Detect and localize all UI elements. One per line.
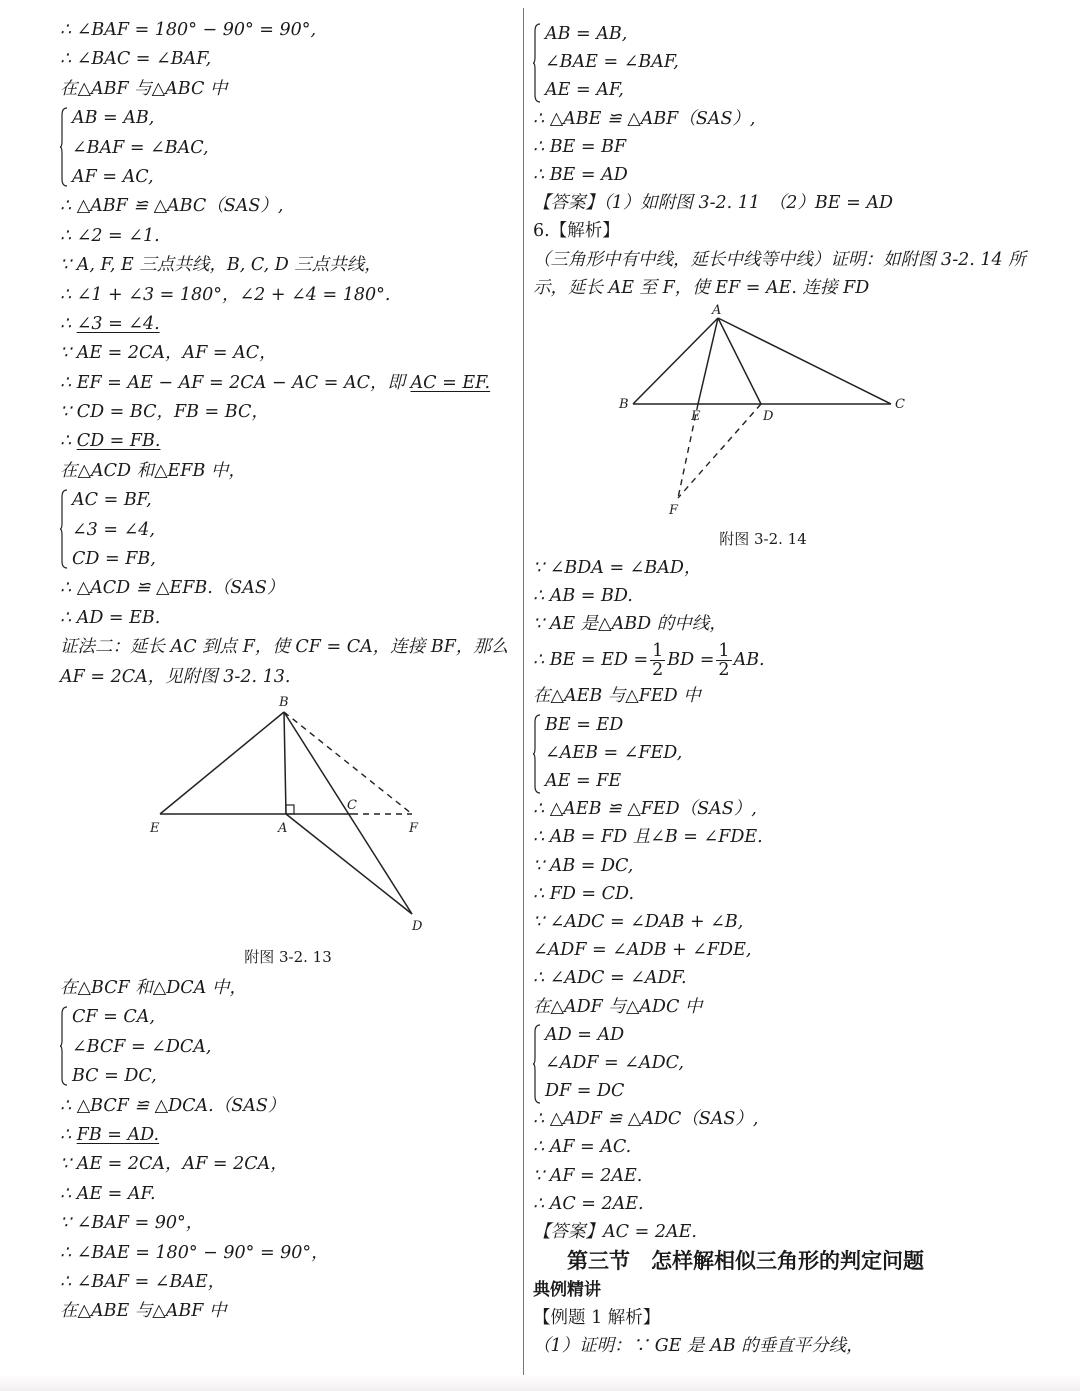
system-row: AB = AB, [545,24,628,44]
system-row: ∠BAF = ∠BAC, [72,137,209,158]
system-row: BE = ED [545,714,624,735]
text-line: 在△ACD 和△EFB 中， [60,460,246,481]
text-line: ∴ △ADF ≌ △ADC（SAS）, [533,1109,759,1130]
segment-EB [160,712,284,814]
text-line: ∴ AD = EB. [60,607,161,628]
text-line: ∵ AE = 2CA，AF = 2CA， [60,1154,288,1175]
text-line: ∴ FD = CD. [533,883,635,904]
section-heading: 第三节 怎样解相似三角形的判定问题 [567,1249,924,1274]
segment-BD [284,712,412,914]
text-line: ∴ ∠BAE = 180° − 90° = 90°， [60,1242,329,1263]
system-row: CD = FB, [72,549,156,570]
text-span: ∴ BE = ED = [533,650,649,671]
figure-caption: 附图 3-2. 14 [719,529,807,548]
text-line: ∴ ∠BAC = ∠BAF, [60,49,212,70]
label-D: D [763,408,774,424]
fraction-denominator: 2 [718,659,730,680]
equation-system [533,1021,1033,1106]
text-line: ∴ AF = AC. [533,1137,632,1158]
answer-line: 【答案】AC = 2AE. [533,1222,697,1243]
fraction-line [533,638,1033,682]
equation-system [533,20,1033,105]
system-row: ∠BAE = ∠BAF, [545,52,679,73]
segment-AD [718,318,761,404]
fraction [716,642,731,679]
label-A: A [712,302,722,318]
segment-AC [718,318,891,404]
segment-AE [698,318,718,404]
text-line: （1）证明：∵ GE 是 AB 的垂直平分线， [533,1336,864,1357]
text-line: ∴ BE = AD [533,164,628,185]
left-brace [60,1006,68,1086]
paragraph: 证法二：延长 AC 到点 F，使 CF = CA，连接 BF，那么 AF = 2CA，见附图 3-2. 13. [60,637,509,687]
system-row: AC = BF, [72,490,152,511]
segment-AB [633,318,718,404]
label-E: E [691,408,701,424]
label-D: D [412,919,423,935]
text-line: ∵ AB = DC, [533,855,634,876]
equation-system [533,711,1033,796]
text-line: 在△ABF 与△ABC 中 [60,78,228,99]
system-row: AB = AB, [72,108,155,129]
left-brace [533,1024,541,1104]
geometry-diagram-14 [533,302,1033,524]
example-label: 【例题 1 解析】 [533,1308,661,1329]
text-line: ∵ AF = 2AE. [533,1165,643,1186]
equation-system [60,1003,516,1091]
left-lines-a [60,16,516,104]
text-line: ∴ ∠2 = ∠1. [60,225,160,246]
left-brace [533,714,541,794]
text-line-underlined: ∴ CD = FB. [60,431,161,452]
text-line: 在△AEB 与△FED 中 [533,686,701,707]
label-E: E [150,821,160,837]
text-line: ∴ AC = 2AE. [533,1193,644,1214]
system-row: ∠3 = ∠4, [72,519,155,540]
text-line: ∵ ∠BDA = ∠BAD， [533,557,702,578]
text-span: AB. [733,650,765,671]
answer-line: 【答案】（1）如附图 3-2. 11 （2）BE = AD [533,193,893,214]
left-brace [60,107,68,187]
system-row: ∠ADF = ∠ADC, [545,1052,684,1073]
system-row: AD = AD [545,1024,625,1045]
left-brace [533,23,541,103]
label-C: C [347,798,357,814]
figure-caption: 附图 3-2. 13 [244,948,332,967]
system-row: ∠AEB = ∠FED, [545,742,683,763]
system-row: BC = DC, [72,1066,157,1087]
underlined-text: FB = AD. [76,1124,160,1145]
text-line-underlined [60,1121,516,1150]
underlined-text: AC = EF. [410,372,491,393]
label-C: C [895,396,905,412]
equation-system [60,486,516,574]
system-row: AE = AF, [545,80,624,101]
text-line: ∴ △ABE ≌ △ABF（SAS）, [533,108,756,129]
text-line: ∴ AB = BD. [533,586,633,607]
column-divider [523,8,524,1378]
label-B: B [619,396,629,412]
figure-3-2-14 [533,302,1033,554]
text-line: ∴ AB = FD 且∠B = ∠FDE. [533,827,763,848]
geometry-diagram-13 [60,692,516,942]
text-line: ∴ △BCF ≌ △DCA.（SAS） [60,1095,286,1116]
text-line: ∴ ∠BAF = 180° − 90° = 90°, [60,20,317,40]
subheading: 典例精讲 [533,1280,601,1301]
label-F: F [669,502,679,518]
text-line: ∴ △ACD ≌ △EFB.（SAS） [60,578,285,599]
text-line: ∠ADF = ∠ADB + ∠FDE, [533,940,752,961]
system-row: DF = DC [545,1081,625,1102]
system-row: ∠BCF = ∠DCA, [72,1036,212,1057]
text-line: ∴ ∠BAF = ∠BAE， [60,1271,226,1292]
figure-3-2-13 [60,692,516,974]
label-F: F [409,821,419,837]
right-angle-mark [286,805,294,814]
fraction-denominator: 2 [652,659,664,680]
left-brace [60,489,68,569]
text-line: ∵ A, F, E 三点共线，B, C, D 三点共线， [60,255,382,276]
text-line [60,369,516,398]
text-line-underlined: ∴ ∠3 = ∠4. [60,313,160,334]
fraction-numerator: 1 [718,640,730,661]
system-row: AF = AC, [72,166,154,187]
text-line: ∵ AE 是△ABD 的中线， [533,614,727,635]
text-line: ∴ BE = BF [533,136,627,157]
section-label: 6.【解析】 [533,221,620,242]
text-line: ∴ AE = AF. [60,1183,156,1204]
text-line: 在△ADF 与△ADC 中 [533,996,703,1017]
segment-AD [286,814,412,914]
paragraph: （三角形中有中线，延长中线等中线）证明：如附图 3-2. 14 所示，延长 AE 至 F，使 EF = AE. 连接 FD [533,249,1026,298]
fraction-numerator: 1 [652,640,664,661]
text-line: ∴ △ABF ≌ △ABC（SAS）, [60,196,284,217]
text-line: ∵ ∠ADC = ∠DAB + ∠B, [533,911,744,932]
text-line: 在△ABE 与△ABF 中 [60,1301,227,1322]
text-span: ∴ [60,1124,77,1145]
text-line: ∵ ∠BAF = 90°， [60,1213,204,1234]
underlined-text: CD = FB. [76,431,161,452]
text-line: ∴ ∠ADC = ∠ADF. [533,968,687,989]
page-bottom-edge [0,1375,1080,1391]
text-line: ∵ CD = BC，FB = BC， [60,402,269,423]
text-line: ∴ ∠1 + ∠3 = 180°，∠2 + ∠4 = 180°. [60,284,391,305]
equation-system [60,104,516,192]
system-row: CF = CA, [72,1007,155,1028]
label-A: A [278,821,288,837]
fraction [650,642,665,679]
text-line: ∴ △AEB ≌ △FED（SAS）, [533,799,757,820]
text-line: ∵ AE = 2CA，AF = AC， [60,343,277,364]
segment-BA [284,712,286,814]
left-column [60,16,516,1327]
text-span: ∴ EF = AE − AF = 2CA − AC = AC，即 [60,372,411,393]
text-span: BD = [667,650,715,671]
right-column [533,20,1033,1361]
text-line: 在△BCF 和△DCA 中， [60,978,247,999]
system-row: AE = FE [545,771,622,792]
label-B: B [279,695,289,711]
underlined-text: ∠3 = ∠4. [76,313,160,334]
